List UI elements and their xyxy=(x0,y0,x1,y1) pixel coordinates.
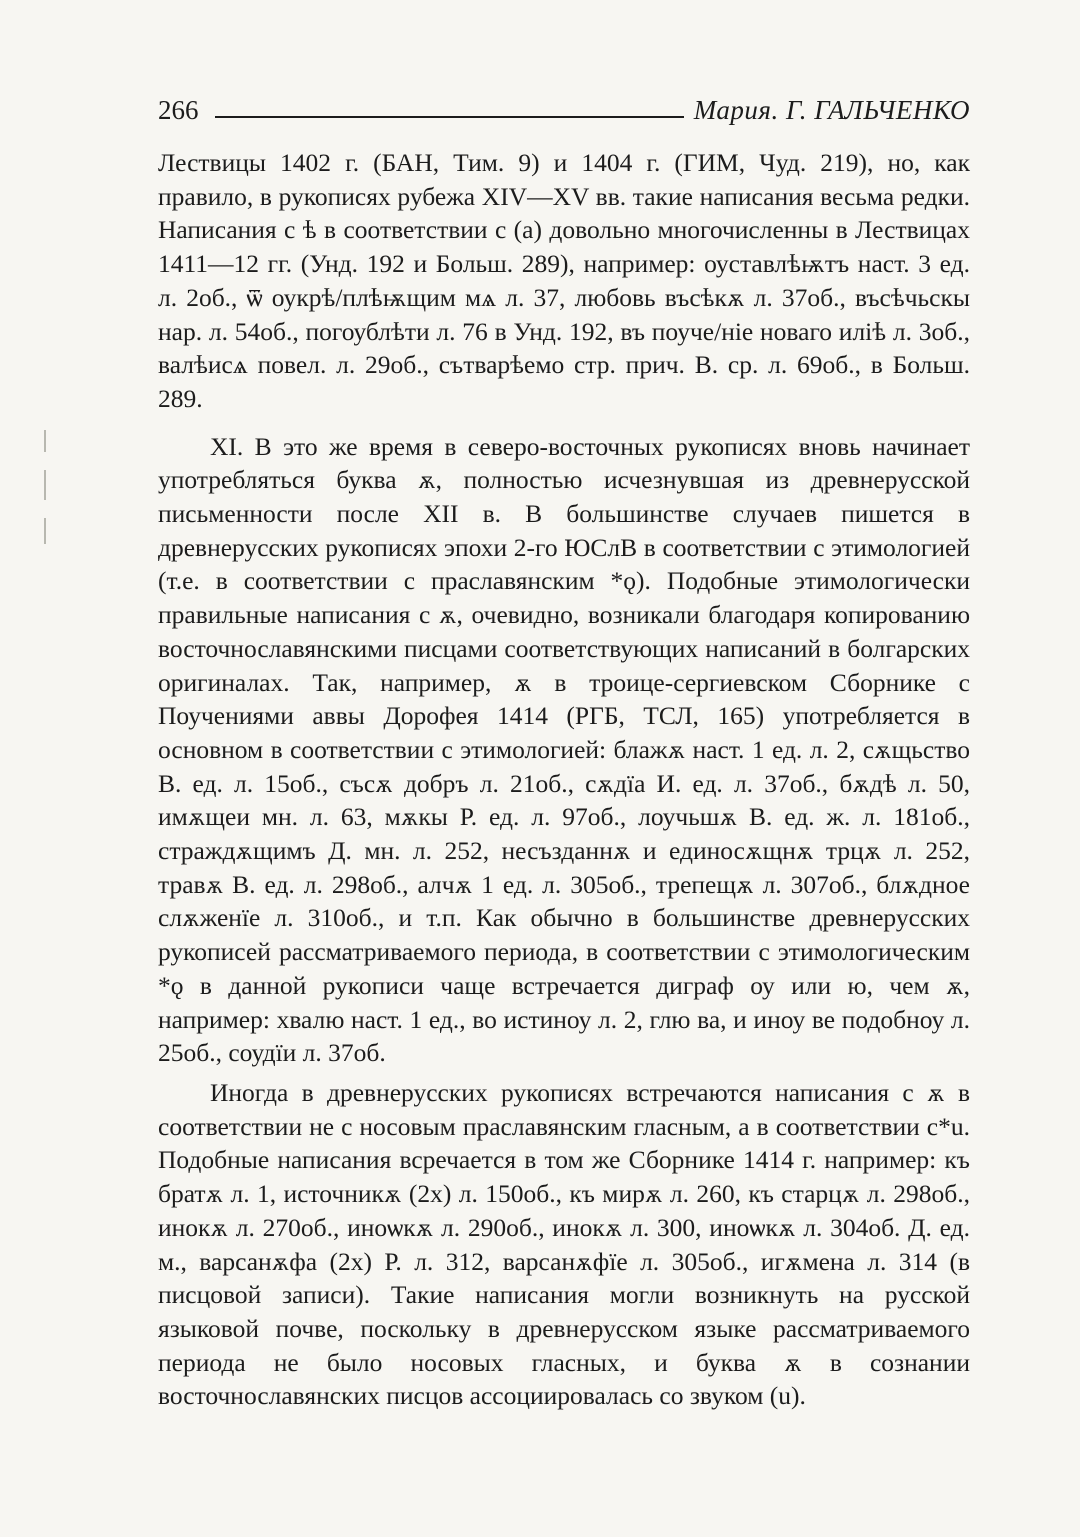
paragraph-2: XI. В это же время в северо-восточных рукописях вновь начинает употребляться буква ѫ, полностью исчезнувшая из древнерусской письменности после XII в. В большинстве случаев пишется в древнерусских рукописях эпохи 2-го ЮСлВ в соответствии с этимологией (т.е. в соответствии с праславянским *ǫ). Подобные этимологически правильные написания с ѫ, очевидно, возникали благодаря копированию восточнославянскими писцами соответствующих написаний в болгарских оригиналах. Так, например, ѫ в троице-сергиевском Сборнике с Поучениями аввы Дорофея 1414 (РГБ, ТСЛ, 165) употребляется в основном в соответствии с этимологией: блажѫ наст. 1 ед. л. 2, сѫщьство В. ед. л. 15об., съсѫ добръ л. 21об., сѫдїа И. ед. л. 37об., бѫдѣ л. 50, имѫщеи мн. л. 63, мѫкы Р. ед. л. 97об., лоучьшѫ В. ед. ж. л. 181об., страждѫщимъ Д. мн. л. 252, несъзданнѫ и единосѫщнѫ трцѫ л. 252, травѫ В. ед. л. 298об., алчѫ 1 ед. л. 305об., трепещѫ л. 307об., блѫдное слѫженїе л. 310об., и т.п. Как обычно в большинстве древнерусских рукописей рассматриваемого периода, в соответствии с этимологическим *ǫ в данной рукописи чаще встречается диграф оу или ю, чем ѫ, например: хвалю наст. 1 ед., во истиноу л. 2, глю ва, и иноу ве подобноу л. 25об., соудїи л. 37об. xyxy=(158,431,970,1068)
paragraph-3: Иногда в древнерусских рукописях встречаются написания с ѫ в соответствии не с носовым праславянским гласным, а в соответствии с*u. Подобные написания всречается в том же Сборнике 1414 г. например: къ братѫ л. 1, источникѫ (2х) л. 150об., къ мирѫ л. 260, къ старцѫ л. 298об., инокѫ л. 270об., иноѡкѫ л. 290об., инокѫ л. 300, иноѡкѫ л. 304об. Д. ед. м., варсанѫфа (2х) Р. л. 312, варсанѫфїе л. 305об., игѫмена л. 314 (в писцовой записи). Такие написания могли возникнуть на русской языковой почве, поскольку в древнерусском языке рассматриваемого периода не было носовых гласных, и буква ѫ в сознании восточнославянских писцов ассоциировалась со звуком (u). xyxy=(158,1077,970,1411)
running-author: Мария. Г. ГАЛЬЧЕНКО xyxy=(693,95,970,125)
running-header xyxy=(158,86,970,128)
header-rule xyxy=(215,116,684,118)
body-text xyxy=(158,146,970,1413)
paragraph-1: Лествицы 1402 г. (БАН, Тим. 9) и 1404 г. (ГИМ, Чуд. 219), но, как правило, в рукописях рубежа XIV—XV вв. такие написания весьма редки. Написания с ѣ в соответствии с (а) довольно многочисленны в Лествицах 1411—12 гг. (Унд. 192 и Больш. 289), например: оуставлѣѭтъ наст. 3 ед. л. 2об., ѿ оукрѣ/плѣѭщим мѧ л. 37, любовь въсѣкѫ л. 37об., въсѣчьскы нар. л. 54об., погоублѣти л. 76 в Унд. 192, въ поуче/ніе новаго иліѣ л. 3об., валѣисѧ повел. л. 29об., сътварѣемо стр. прич. В. ср. л. 69об., в Больш. 289. xyxy=(158,148,970,413)
scan-artifacts xyxy=(44,430,48,550)
page-number: 266 xyxy=(158,95,199,125)
